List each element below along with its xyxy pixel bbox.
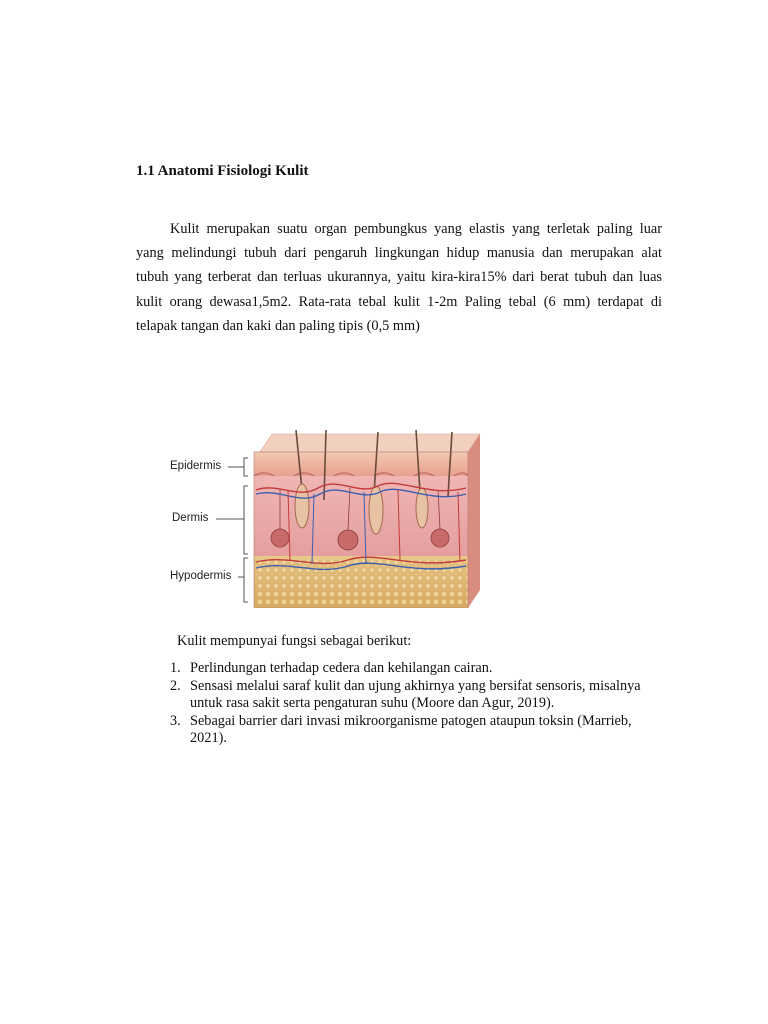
paragraph-line: Kulit merupakan suatu organ pembungkus yang elastis yang terletak paling luar <box>170 221 662 237</box>
label-dermis: Dermis <box>172 512 209 524</box>
paragraph-line: kulit orang dewasa1,5m2. Rata-rata tebal kulit 1-2m Paling tebal (6 mm) terdapat di <box>136 293 662 310</box>
skin-cross-section-illustration <box>168 430 488 608</box>
list-item <box>168 660 668 678</box>
list-number: 2. <box>170 677 181 694</box>
paragraph-line: yang melindungi tubuh dari pengaruh lingkungan hidup manusia dan merupakan alat <box>136 245 662 262</box>
list-item <box>168 713 668 748</box>
functions-intro: Kulit mempunyai fungsi sebagai berikut: <box>177 633 412 649</box>
section-heading: 1.1 Anatomi Fisiologi Kulit <box>136 163 309 179</box>
list-item-text: Sebagai barrier dari invasi mikroorganisme patogen ataupun toksin (Marrieb, 2021). <box>190 712 632 746</box>
label-epidermis: Epidermis <box>170 460 222 472</box>
functions-list <box>168 660 668 748</box>
label-leader-lines <box>216 458 248 602</box>
list-item <box>168 678 668 713</box>
list-item-text: Sensasi melalui saraf kulit dan ujung akhirnya yang bersifat sensoris, misalnya untuk rasa sakit serta pengaturan suhu (Moore dan Agur, 2019). <box>190 677 641 711</box>
paragraph-line: telapak tangan dan kaki dan paling tipis (0,5 mm) <box>136 317 420 334</box>
skin-anatomy-figure <box>168 430 488 608</box>
list-number: 1. <box>170 660 181 676</box>
list-item-text: Perlindungan terhadap cedera dan kehilangan cairan. <box>190 660 493 676</box>
label-hypodermis: Hypodermis <box>170 570 232 582</box>
body-paragraph <box>136 217 662 338</box>
paragraph-line: tubuh yang terberat dan terluas ukurannya, yaitu kira-kira15% dari berat tubuh dan luas <box>136 269 662 286</box>
list-number: 3. <box>170 712 181 729</box>
